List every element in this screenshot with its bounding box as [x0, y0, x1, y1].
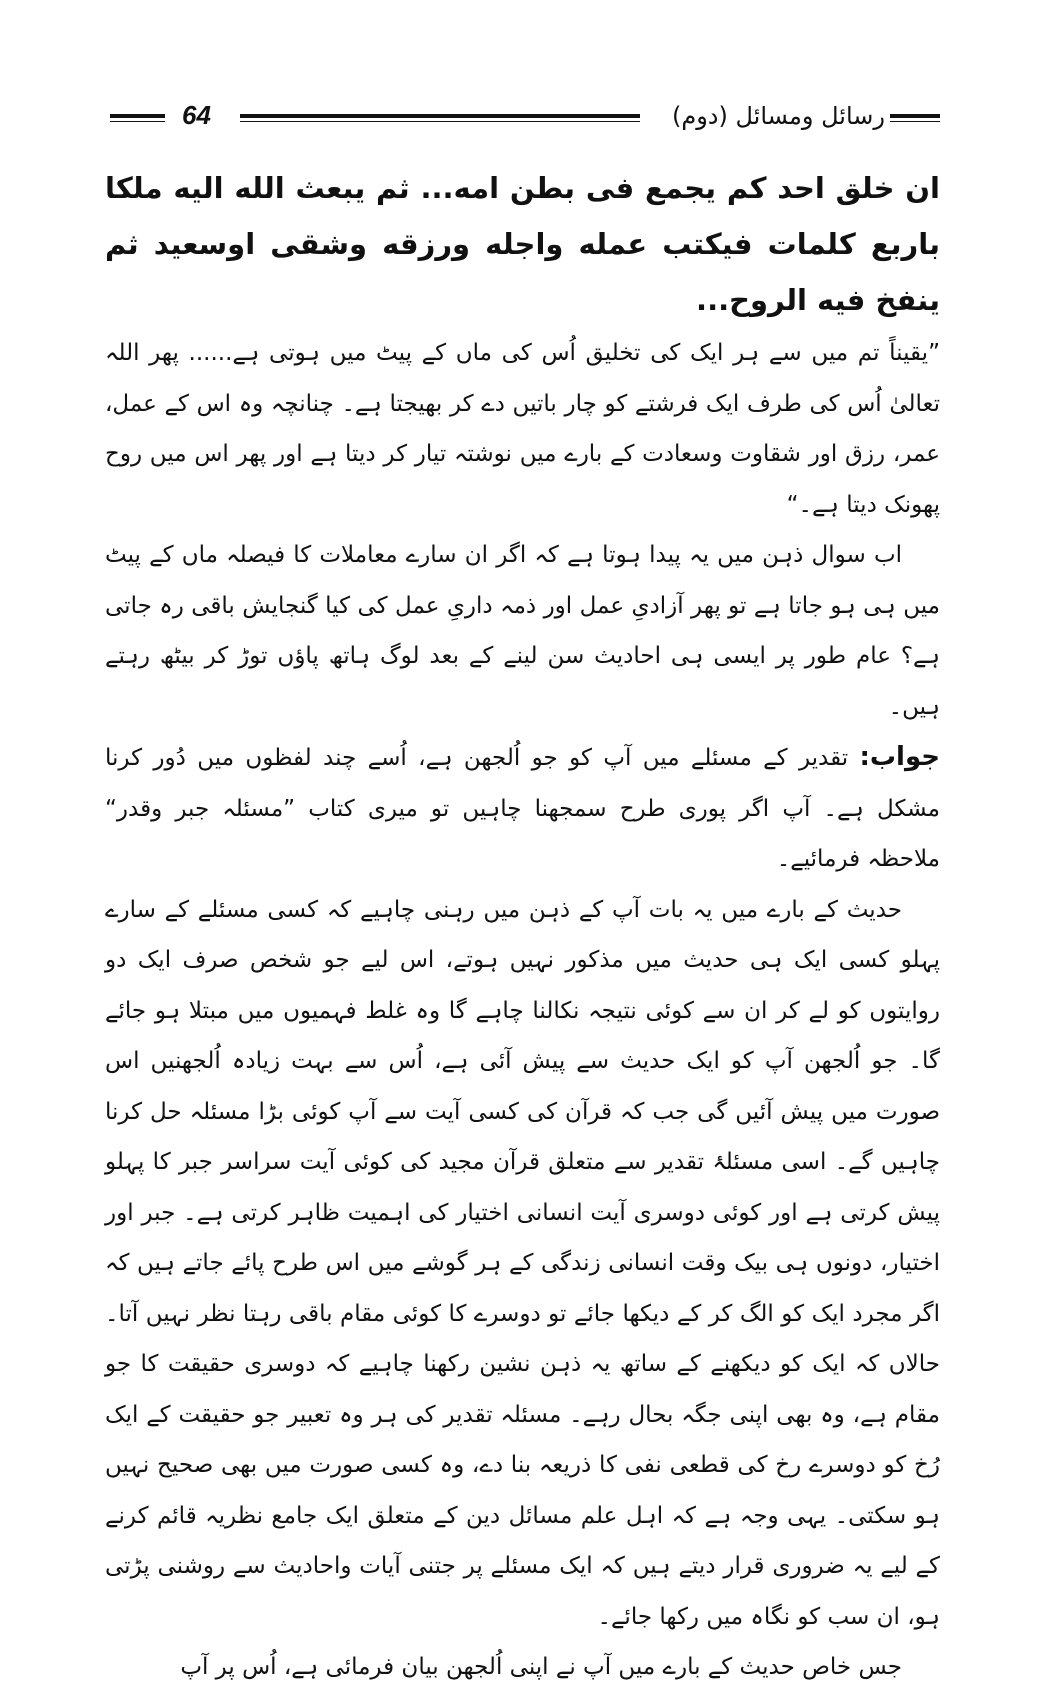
arabic-hadith-text: ان خلق احد کم یجمع فی بطن امه... ثم یبعث الله الیه ملکا باربع کلمات فیکتب عمله واجله ورزقه وشقی اوسعید ثم ینفخ فیه الروح...	[105, 171, 940, 317]
body-paragraph-2: جس خاص حدیث کے بارے میں آپ نے اپنی اُلجھن بیان فرمائی ہے، اُس پر آپ	[180, 1654, 902, 1680]
hadith-translation: ”یقیناً تم میں سے ہر ایک کی تخلیق اُس کی ماں کے پیٹ میں ہوتی ہے...... پھر اللہ تعالیٰ اُس کی طرف ایک فرشتے کو چار باتیں دے کر بھیجتا ہے۔ چنانچہ وہ اس کے عمل، عمر، رزق اور شقاوت وسعادت کے بارے میں نوشتہ تیار کر دیتا ہے اور پھر اس میں روح پھونک دیتا ہے۔“	[105, 340, 940, 518]
answer-label: جواب:	[859, 742, 940, 772]
page-header	[110, 100, 940, 136]
book-title: رسائل ومسائل (دوم)	[671, 102, 885, 130]
header-rule-left	[110, 114, 165, 122]
page-body	[105, 160, 940, 1693]
question-paragraph: اب سوال ذہن میں یہ پیدا ہوتا ہے کہ اگر ان سارے معاملات کا فیصلہ ماں کے پیٹ میں ہی ہو جاتا ہے تو پھر آزادیِ عمل اور ذمہ داریِ عمل کی کیا گنجایش باقی رہ جاتی ہے؟ عام طور پر ایسی ہی احادیث سن لینے کے بعد لوگ ہاتھ پاؤں توڑ کر بیٹھ رہتے ہیں۔	[105, 542, 940, 720]
answer-paragraph	[105, 732, 940, 885]
page-number: 64	[182, 100, 211, 130]
body-paragraph-1: حدیث کے بارے میں یہ بات آپ کے ذہن میں رہنی چاہیے کہ کسی مسئلے کے سارے پہلو کسی ایک ہی حدیث میں مذکور نہیں ہوتے، اس لیے جو شخص صرف ایک دو روایتوں کو لے کر ان سے کوئی نتیجہ نکالنا چاہے گا وہ غلط فہمیوں میں مبتلا ہو جائے گا۔ جو اُلجھن آپ کو ایک حدیث سے پیش آئی ہے، اُس سے بہت زیادہ اُلجھنیں اس صورت میں پیش آئیں گی جب کہ قرآن کی کسی آیت سے آپ کوئی بڑا مسئلہ حل کرنا چاہیں گے۔ اسی مسئلۂ تقدیر سے متعلق قرآن مجید کی کوئی آیت سراسر جبر کا پہلو پیش کرتی ہے اور کوئی دوسری آیت انسانی اختیار کی اہمیت ظاہر کرتی ہے۔ جبر اور اختیار، دونوں ہی بیک وقت انسانی زندگی کے ہر گوشے میں اس طرح پائے جاتے ہیں کہ اگر مجرد ایک کو الگ کر کے دیکھا جائے تو دوسرے کا کوئی مقام باقی رہتا نظر نہیں آتا۔ حالاں کہ ایک کو دیکھنے کے ساتھ یہ ذہن نشین رکھنا چاہیے کہ دوسری حقیقت کا جو مقام ہے، وہ بھی اپنی جگہ بحال رہے۔ مسئلہ تقدیر کی ہر وہ تعبیر جو حقیقت کے ایک رُخ کو دوسرے رخ کی قطعی نفی کا ذریعہ بنا دے، وہ کسی صورت میں بھی صحیح نہیں ہو سکتی۔ یہی وجہ ہے کہ اہل علم مسائل دین کے متعلق ایک جامع نظریہ قائم کرنے کے لیے یہ ضروری قرار دیتے ہیں کہ ایک مسئلے پر جتنی آیات واحادیث سے روشنی پڑتی ہو، ان سب کو نگاہ میں رکھا جائے۔	[105, 896, 940, 1630]
answer-text: تقدیر کے مسئلے میں آپ کو جو اُلجھن ہے، اُسے چند لفظوں میں دُور کرنا مشکل ہے۔ آپ اگر پوری طرح سمجھنا چاہیں تو میری کتاب ”مسئلہ جبر وقدر“ ملاحظہ فرمائیے۔	[105, 745, 940, 872]
header-rule-right	[890, 114, 940, 122]
header-rule-middle	[240, 114, 640, 122]
